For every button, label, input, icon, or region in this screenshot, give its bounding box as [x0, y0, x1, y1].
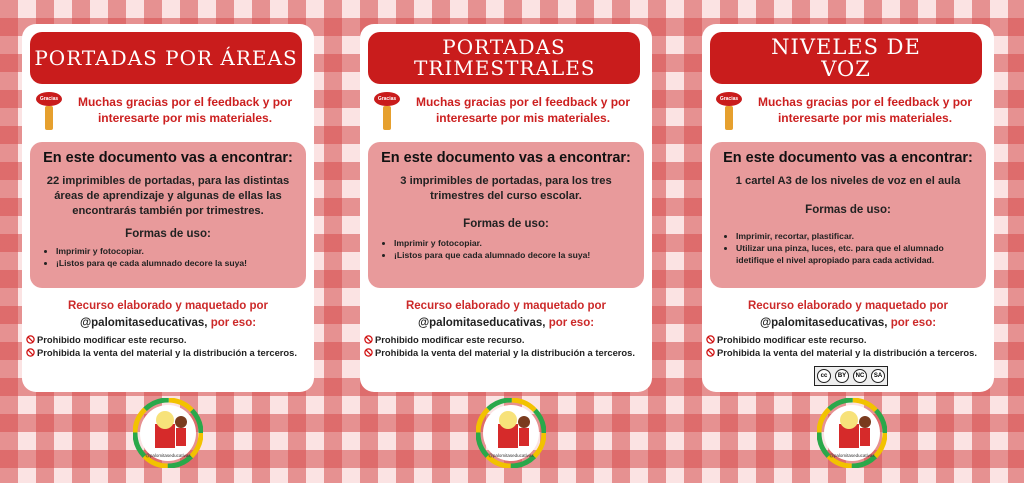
by-icon: BY	[835, 369, 849, 383]
uses-list	[722, 230, 978, 266]
card-title: NIVELES DE VOZ	[710, 32, 982, 84]
prohibited-icon	[26, 348, 35, 357]
description: 1 cartel A3 de los niveles de voz en el aula	[735, 175, 961, 187]
uses-list	[380, 237, 636, 261]
author-handle: @palomitaseducativas,	[759, 317, 888, 329]
thanks-row	[36, 90, 304, 134]
por-eso: por eso:	[890, 317, 937, 329]
thanks-text: Muchas gracias por el feedback y por interesarte por mis materiales.	[757, 95, 973, 125]
prohibited-icon	[706, 348, 715, 357]
list-item: • ¡Listos para que cada alumnado decore la suya!	[394, 249, 636, 261]
author-handle: @palomitaseducativas,	[417, 317, 546, 329]
prohibited-icon	[364, 335, 373, 344]
credits-line: Recurso elaborado y maquetado por	[405, 300, 606, 312]
list-item: • Utilizar una pinza, luces, etc. para que el alumnado idetifique el nivel apropiado para cada actividad.	[736, 242, 978, 266]
section-heading: En este documento vas a encontrar:	[723, 150, 973, 166]
cc-license-badge	[814, 366, 888, 386]
gracias-sign-icon: Gracias	[716, 90, 746, 132]
prohibition-1: Prohibido modificar este recurso.	[364, 334, 648, 345]
svg-text:@palomitaseducativas: @palomitaseducativas	[488, 453, 534, 458]
formas-heading: Formas de uso:	[463, 218, 549, 230]
por-eso: por eso:	[548, 317, 595, 329]
thanks-row	[374, 90, 642, 134]
description: 22 imprimibles de portadas, para las distintas áreas de aprendizaje y algunas de ellas las encontrarás también por trimestres.	[46, 175, 290, 217]
prohibited-icon	[26, 335, 35, 344]
prohibition-1: Prohibido modificar este recurso.	[26, 334, 310, 345]
prohibited-icon	[706, 335, 715, 344]
credits	[360, 298, 652, 332]
description: 3 imprimibles de portadas, para los tres trimestres del curso escolar.	[400, 175, 612, 202]
por-eso: por eso:	[210, 317, 257, 329]
sa-icon: SA	[871, 369, 885, 383]
list-item: • Imprimir y fotocopiar.	[394, 237, 636, 249]
cc-icon: cc	[817, 369, 831, 383]
section-heading: En este documento vas a encontrar:	[381, 150, 631, 166]
palomitas-logo	[133, 398, 203, 468]
card-niveles-de-voz	[702, 24, 994, 392]
card-portadas-por-areas	[22, 24, 314, 392]
list-item: • Imprimir y fotocopiar.	[56, 245, 298, 257]
credits-line: Recurso elaborado y maquetado por	[67, 300, 268, 312]
formas-heading: Formas de uso:	[805, 204, 891, 216]
formas-heading: Formas de uso:	[125, 228, 211, 240]
section-heading: En este documento vas a encontrar:	[43, 150, 293, 166]
credits	[702, 298, 994, 332]
nc-icon: NC	[853, 369, 867, 383]
credits	[22, 298, 314, 332]
prohibition-2: Prohibida la venta del material y la distribución a terceros.	[26, 347, 310, 358]
list-item: • Imprimir, recortar, plastificar.	[736, 230, 978, 242]
gracias-sign-icon: Gracias	[374, 90, 404, 132]
card-title: PORTADAS POR ÁREAS	[30, 32, 302, 84]
thanks-text: Muchas gracias por el feedback y por interesarte por mis materiales.	[415, 95, 631, 125]
svg-text:@palomitaseducativas: @palomitaseducativas	[829, 453, 875, 458]
author-handle: @palomitaseducativas,	[79, 317, 208, 329]
info-box	[710, 142, 986, 288]
svg-text:@palomitaseducativas: @palomitaseducativas	[145, 453, 191, 458]
info-box	[30, 142, 306, 288]
prohibition-2: Prohibida la venta del material y la distribución a terceros.	[706, 347, 990, 358]
thanks-text: Muchas gracias por el feedback y por interesarte por mis materiales.	[77, 95, 293, 125]
info-box	[368, 142, 644, 288]
palomitas-logo	[817, 398, 887, 468]
prohibited-icon	[364, 348, 373, 357]
gracias-sign-icon: Gracias	[36, 90, 66, 132]
prohibition-2: Prohibida la venta del material y la distribución a terceros.	[364, 347, 648, 358]
card-portadas-trimestrales	[360, 24, 652, 392]
list-item: • ¡Listos para qe cada alumnado decore la suya!	[56, 257, 298, 269]
thanks-row	[716, 90, 984, 134]
credits-line: Recurso elaborado y maquetado por	[747, 300, 948, 312]
uses-list	[42, 245, 298, 269]
card-title: PORTADAS TRIMESTRALES	[368, 32, 640, 84]
palomitas-logo	[476, 398, 546, 468]
prohibition-1: Prohibido modificar este recurso.	[706, 334, 990, 345]
